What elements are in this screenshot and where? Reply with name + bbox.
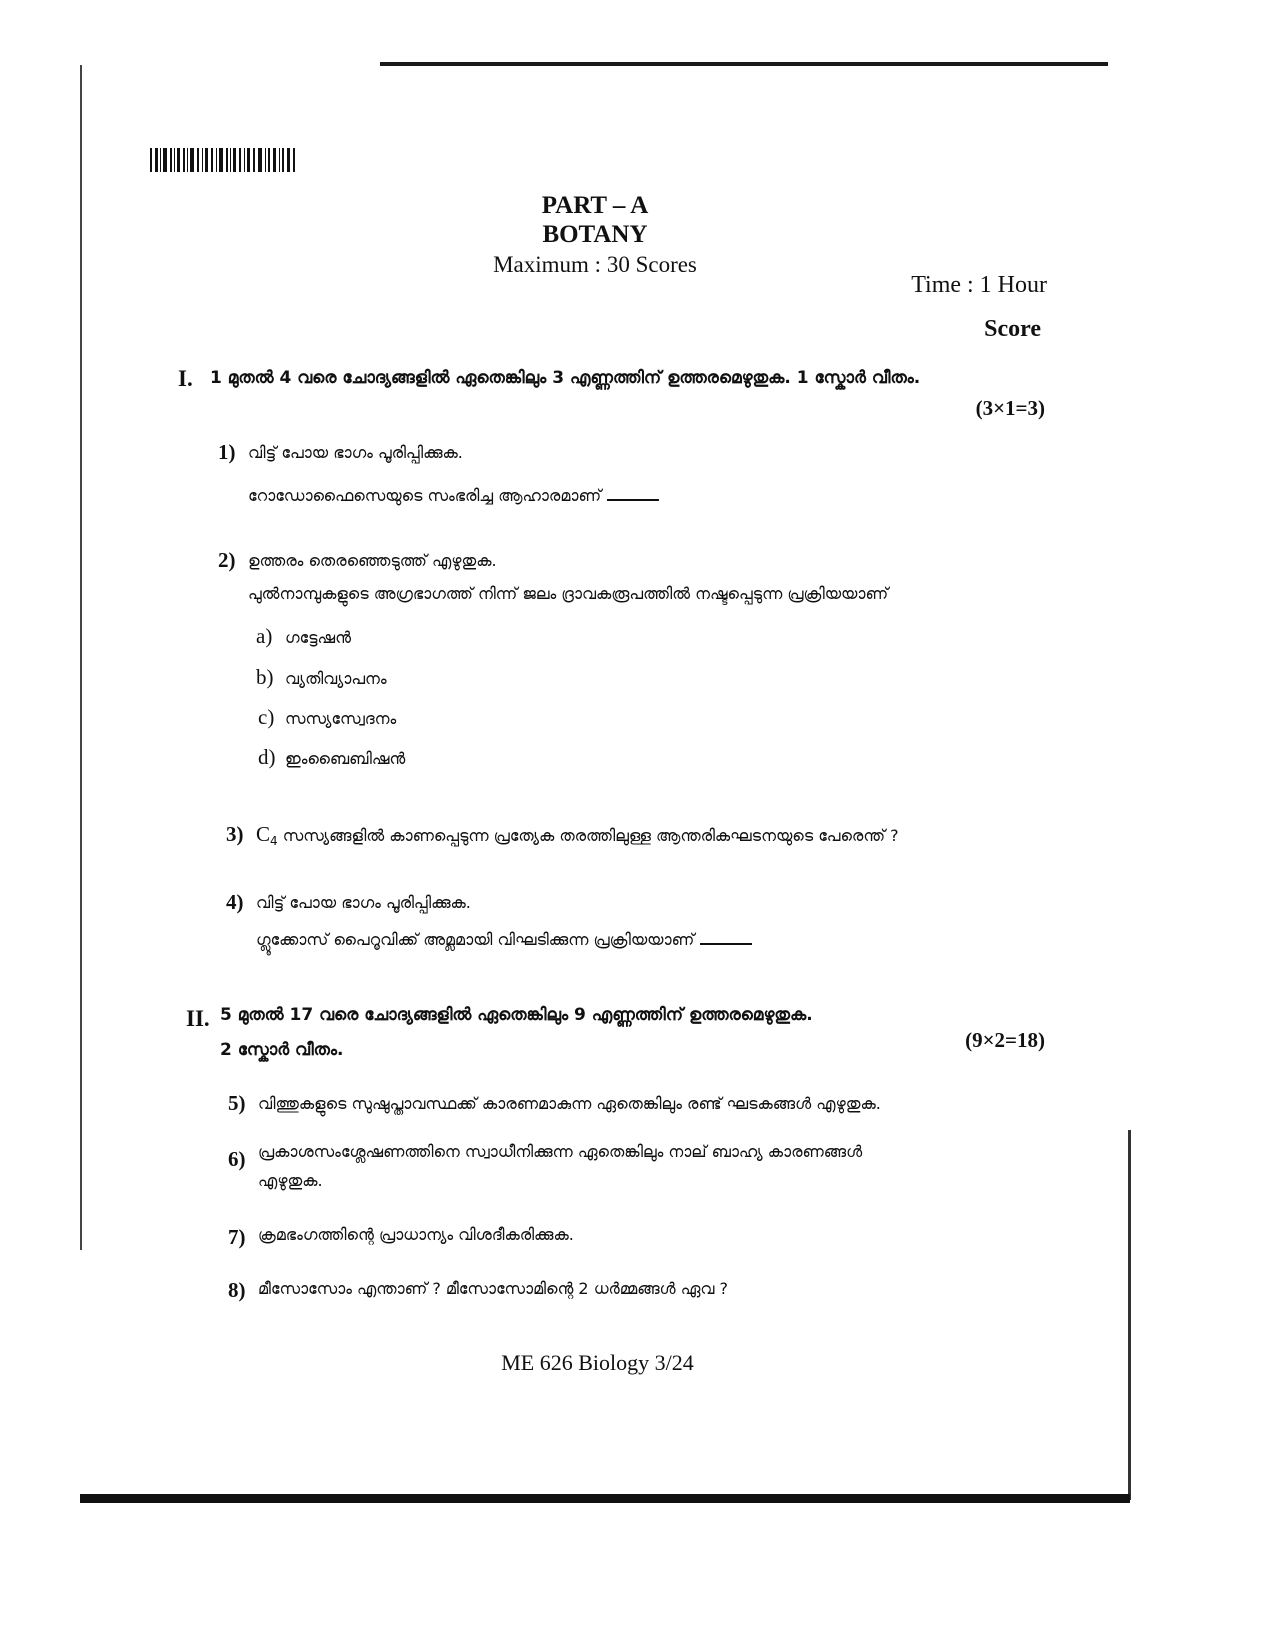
page-footer: ME 626 Biology 3/24 [501,1350,694,1375]
maximum-scores: Maximum : 30 Scores [493,252,697,277]
score-column-heading: Score [984,316,1041,342]
question-text: $C_4$ സസ്യങ്ങളിൽ കാണപ്പെടുന്ന പ്രത്യേക തരത്തിലുള്ള ആന്തരികഘടനയുടെ പേരെന്ത് ? [256,822,899,849]
bottom-rule [80,1494,1130,1503]
question-subtext: ഗ്ലൂക്കോസ് പൈറൂവിക്ക് അമ്ലമായി വിഘടിക്കുന്ന പ്രക്രിയയാണ് [256,930,752,950]
question-text: പ്രകാശസംശ്ലേഷണത്തിനെ സ്വാധീനിക്കുന്ന ഏതെങ്കിലും നാല് ബാഹ്യ കാരണങ്ങൾ [258,1142,863,1161]
question-number: 7) [228,1225,246,1249]
question-subtext: പുൽനാമ്പുകളുടെ അഗ്രഭാഗത്ത് നിന്ന് ജലം ദ്രാവകരൂപത്തിൽ നഷ്ടപ്പെടുന്ന പ്രക്രിയയാണ് [248,584,889,603]
option-letter: b) [256,665,274,689]
section-instruction: 5 മുതൽ 17 വരെ ചോദ്യങ്ങളിൽ ഏതെങ്കിലും 9 എണ്ണത്തിന് ഉത്തരമെഴുതുക. [220,1005,813,1025]
question-number: 6) [228,1147,246,1171]
option-letter: d) [258,745,276,769]
question-subtext: റോഡോഫൈസെയുടെ സംഭരിച്ച ആഹാരമാണ് [248,486,659,506]
question-text: മീസോസോം എന്താണ് ? മീസോസോമിന്റെ 2 ധർമ്മങ്ങൾ ഏവ ? [258,1279,729,1298]
question-number: 3) [226,822,244,846]
question-number: 4) [226,890,244,914]
right-margin-line [1128,1130,1131,1500]
section-number: II. [186,1006,210,1031]
question-text: വിട്ട് പോയ ഭാഗം പൂരിപ്പിക്കുക. [248,443,463,462]
part-title: PART – A [541,192,649,219]
option-text: ഗട്ടേഷൻ [285,628,351,647]
section-instruction-2: 2 സ്കോർ വീതം. [220,1040,344,1060]
answer-blank [700,943,752,945]
answer-blank [607,499,659,501]
question-text: ക്രമഭംഗത്തിന്റെ പ്രാധാന്യം വിശദീകരിക്കുക. [258,1225,574,1244]
section-instruction: 1 മുതൽ 4 വരെ ചോദ്യങ്ങളിൽ ഏതെങ്കിലും 3 എണ്ണത്തിന് ഉത്തരമെഴുതുക. 1 സ്കോർ വീതം. [210,368,921,388]
section-number: I. [178,366,193,391]
option-letter: a) [256,624,273,648]
question-text-continued: എഴുതുക. [258,1171,323,1190]
time-allowed: Time : 1 Hour [911,272,1047,298]
option-letter: c) [258,705,275,729]
option-text: ഇംബൈബിഷൻ [285,749,406,768]
question-number: 2) [218,548,236,572]
question-number: 5) [228,1091,246,1115]
subject-title: BOTANY [542,221,648,248]
section-marks: (3×1=3) [975,396,1045,420]
question-number: 8) [228,1278,246,1302]
question-text: വിത്തുകളുടെ സുഷുപ്താവസ്ഥക്ക് കാരണമാകുന്ന ഏതെങ്കിലും രണ്ട് ഘടകങ്ങൾ എഴുതുക. [258,1094,881,1113]
question-number: 1) [218,440,236,464]
option-text: സസ്യസ്വേദനം [285,709,397,728]
top-rule [380,62,1108,66]
barcode-icon [150,148,298,172]
question-text: ഉത്തരം തെരഞ്ഞെടുത്ത് എഴുതുക. [248,551,497,570]
question-text: വിട്ട് പോയ ഭാഗം പൂരിപ്പിക്കുക. [256,893,471,912]
section-marks: (9×2=18) [965,1028,1045,1052]
option-text: വ്യതിവ്യാപനം [285,669,387,688]
